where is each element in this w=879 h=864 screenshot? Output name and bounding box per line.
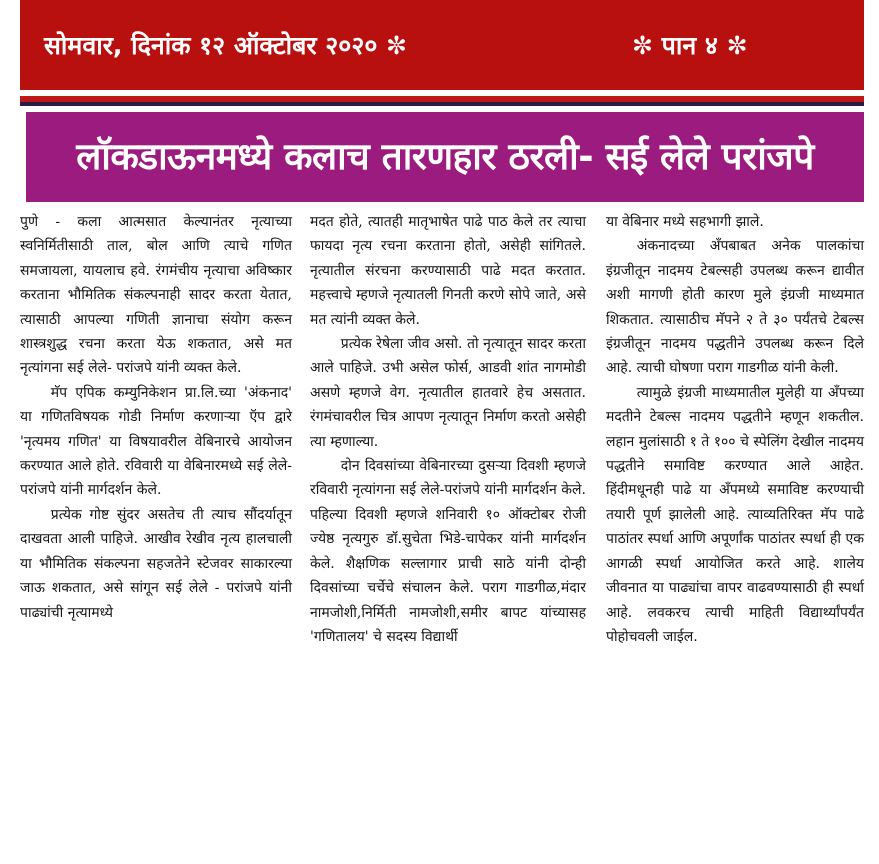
divider-dark	[20, 102, 864, 106]
paragraph: प्रत्येक गोष्ट सुंदर असतेच ती त्याच सौंदर्यातून दाखवता आली पाहिजे. आखीव रेखीव नृत्य हालचाली या भौमितिक संकल्पना सहजतेने स्टेजवर साकारल्या जाऊ शकतात, असे सांगून सई लेले - परांजपे यांनी पाढ्यांची नृत्यामध्ये	[20, 506, 292, 621]
paragraph: प्रत्येक रेषेला जीव असो. तो नृत्यातून सादर करता आले पाहिजे. उभी असेल फोर्स, आडवी शांत नागमोडी असणे म्हणजे वेग. नृत्यातील हातवारे हेच असतात. रंगमंचावरील चित्र आपण नृत्यातून निर्माण करतो असेही त्या म्हणाल्या.	[310, 336, 586, 450]
article-column-1	[20, 210, 292, 860]
article-column-2	[310, 210, 586, 860]
issue-date: सोमवार, दिनांक १२ ऑक्टोबर २०२० ✼	[44, 31, 407, 60]
masthead-banner	[20, 0, 864, 90]
paragraph: या वेबिनार मध्ये सहभागी झाले.	[606, 214, 764, 230]
paragraph: मदत होते, त्यातही मातृभाषेत पाढे पाठ केले तर त्याचा फायदा नृत्य रचना करताना होतो, असेही सांगितले. नृत्यातील संरचना करण्यासाठी पाढे मदत करतात. महत्त्वाचे म्हणजे नृत्यातली गिनती करणे सोपे जाते, असे मत त्यांनी व्यक्त केले.	[310, 214, 586, 328]
paragraph: पुणे - कला आत्मसात केल्यानंतर नृत्याच्या स्वनिर्मितीसाठी ताल, बोल आणि त्याचे गणित समजायला, यायलाच हवे. रंगमंचीय नृत्याचा अविष्कार करताना भौमितिक संकल्पनाही सादर करता येतात, त्यासाठी आपल्या गणिती ज्ञानाचा संयोग करून शास्त्रशुद्ध रचना करता येऊ शकतात, असे मत नृत्यांगना सई लेले- परांजपे यांनी व्यक्त केले.	[20, 214, 292, 377]
page-number: ✼ पान ४ ✼	[632, 31, 748, 60]
paragraph: अंकनादच्या अँपबाबत अनेक पालकांचा इंग्रजीतून नादमय टेबल्सही उपलब्ध करून द्यावीत अशी मागणी होती कारण मुले इंग्रजी माध्यमात शिकतात. त्यासाठीच मॅपने २ ते ३० पर्यंतचे टेबल्स इंग्रजीतून नादमय पद्धतीने उपलब्ध करून दिले आहे. त्याची घोषणा पराग गाडगीळ यांनी केली.	[606, 238, 864, 377]
paragraph: दोन दिवसांच्या वेबिनारच्या दुसऱ्या दिवशी म्हणजे रविवारी नृत्यांगना सई लेले-परांजपे यांनी मार्गदर्शन केले. पहिल्या दिवशी म्हणजे शनिवारी १० ऑक्टोबर रोजी ज्येष्ठ नृत्यगुरु डॉ.सुचेता भिडे-चापेकर यांनी मार्गदर्शन केले. शैक्षणिक सल्लागार प्राची साठे यांनी दोन्ही दिवसांच्या चर्चेचे संचालन केले. पराग गाडगीळ,मंदार नामजोशी,निर्मिती नामजोशी,समीर बापट यांच्यासह 'गणितालय' चे सदस्य विद्यार्थी	[310, 458, 586, 645]
paragraph: मॅप एपिक कम्युनिकेशन प्रा.लि.च्या 'अंकनाद' या गणितविषयक गोडी निर्माण करणाऱ्या ऍप द्वारे 'नृत्यमय गणित' या विषयावरील वेबिनारचे आयोजन करण्यात आले होते. रविवारी या वेबिनारमध्ये सई लेले- परांजपे यांनी मार्गदर्शन केले.	[20, 384, 292, 499]
article-headline: लॉकडाऊनमध्ये कलाच तारणहार ठरली- सई लेले परांजपे	[26, 112, 864, 202]
paragraph: त्यामुळे इंग्रजी माध्यमातील मुलेही या अँपच्या मदतीने टेबल्स नादमय पद्धतीने म्हणून शकतील. लहान मुलांसाठी १ ते १०० चे स्पेलिंग देखील नादमय पद्धतीने समाविष्ट करण्यात आले आहेत. हिंदीमधूनही पाढे या अँपमध्ये समाविष्ट करण्याची तयारी पूर्ण झालेली आहे. त्याव्यतिरिक्त मॅप पाढे पाठांतर स्पर्धा आणि अपूर्णांक पाठांतर स्पर्धा ही एक आगळी स्पर्धा आयोजित करते आहे. शालेय जीवनात या पाढ्यांचा वापर वाढवण्यासाठी ही स्पर्धा आहे. लवकरच त्याची माहिती विद्यार्थ्यांपर्यंत पोहोचवली जाईल.	[606, 384, 864, 645]
article-column-3	[606, 210, 864, 860]
